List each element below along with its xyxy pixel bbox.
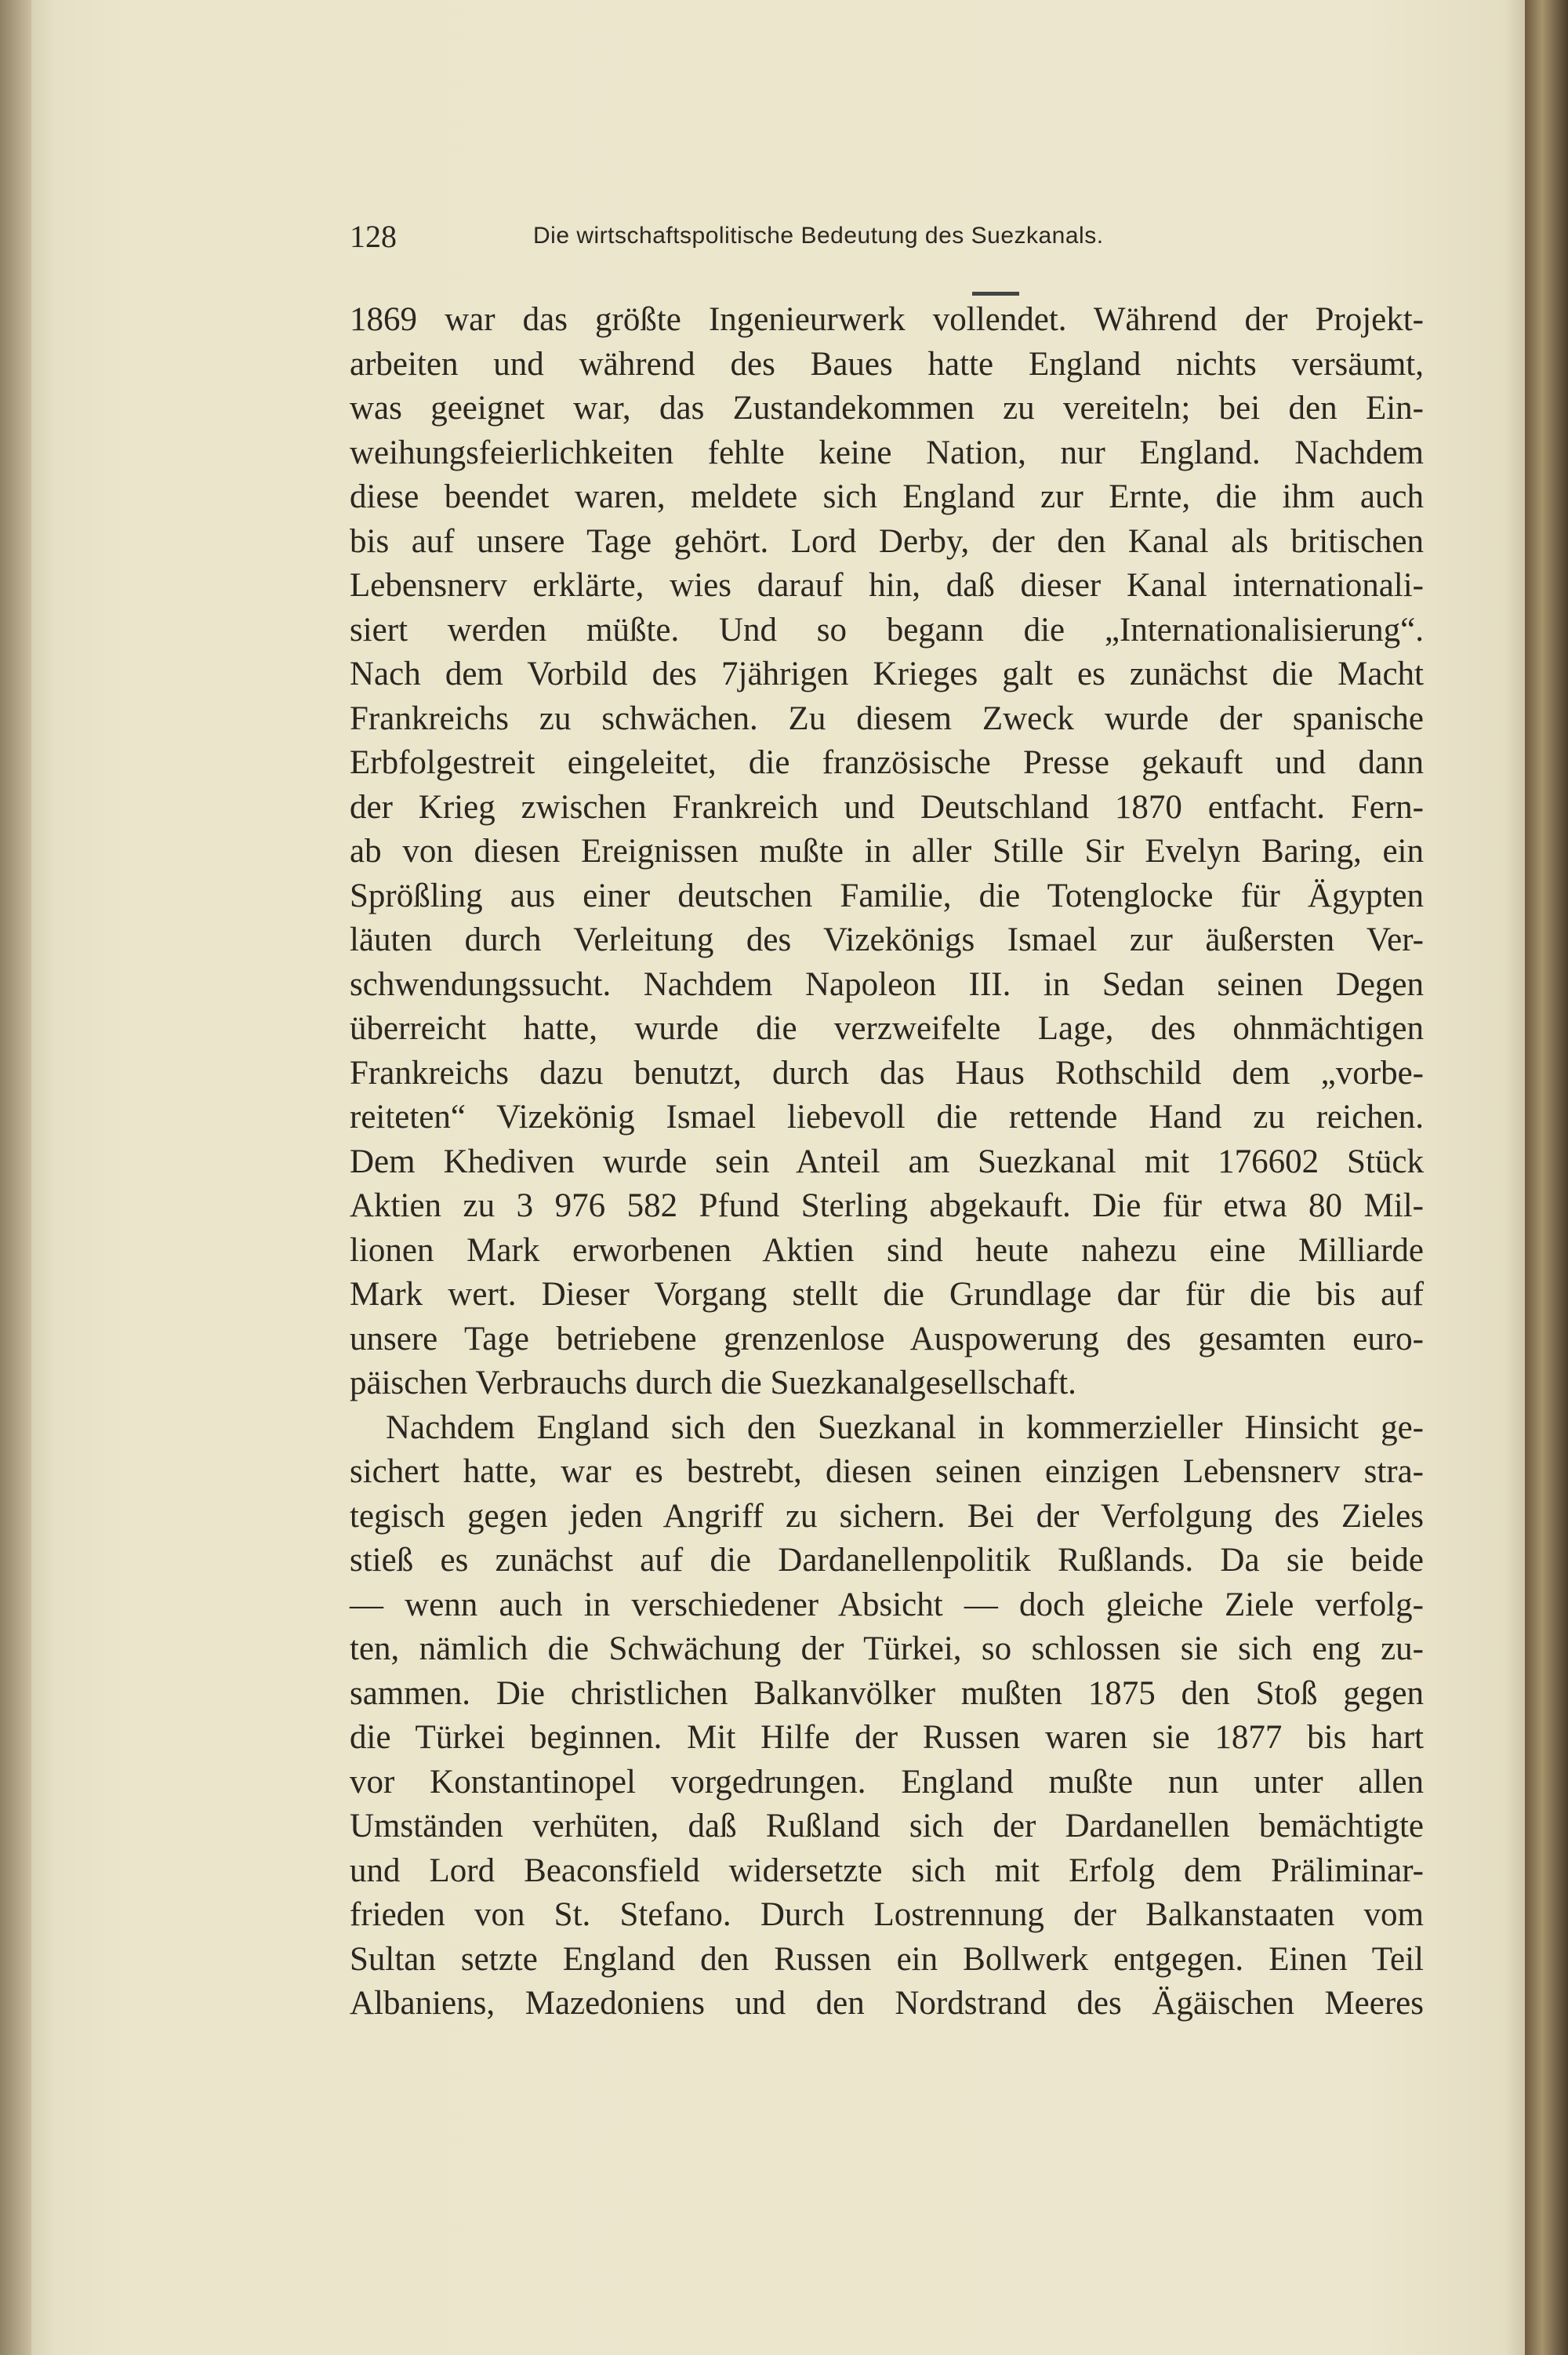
text-line: diese beendet waren, meldete sich England zur Ernte, die ihm auch [350, 478, 1424, 515]
text-line: reiteten“ Vizekönig Ismael liebevoll die rettende Hand zu reichen. [350, 1099, 1424, 1136]
text-line: Nachdem England sich den Suezkanal in kommerzieller Hinsicht ge- [386, 1408, 1424, 1446]
text-line: Frankreichs zu schwächen. Zu diesem Zweck wurde der spanische [350, 700, 1424, 737]
text-line: Lebensnerv erklärte, wies darauf hin, daß dieser Kanal internationali- [350, 567, 1424, 604]
text-line: Sprößling aus einer deutschen Familie, die Totenglocke für Ägypten [350, 877, 1424, 914]
text-line: was geeignet war, das Zustandekommen zu vereiteln; bei den Ein- [350, 390, 1424, 427]
text-line: frieden von St. Stefano. Durch Lostrennung der Balkanstaaten vom [350, 1896, 1424, 1933]
text-line: sichert hatte, war es bestrebt, diesen seinen einzigen Lebensnerv stra- [350, 1453, 1424, 1490]
paragraph [350, 298, 1424, 1406]
text-line: lionen Mark erworbenen Aktien sind heute nahezu eine Milliarde [350, 1231, 1424, 1269]
text-line: Erbfolgestreit eingeleitet, die französische Presse gekauft und dann [350, 744, 1424, 781]
text-line: schwendungssucht. Nachdem Napoleon III. in Sedan seinen Degen [350, 965, 1424, 1003]
text-line: Frankreichs dazu benutzt, durch das Haus Rothschild dem „vorbe- [350, 1054, 1424, 1092]
text-line: der Krieg zwischen Frankreich und Deutschland 1870 entfacht. Fern- [350, 788, 1424, 826]
text-line: Nach dem Vorbild des 7jährigen Krieges galt es zunächst die Macht [350, 656, 1424, 692]
book-gutter-edge [0, 0, 31, 2355]
text-line: und Lord Beaconsfield widersetzte sich mit Erfolg dem Präliminar- [350, 1852, 1424, 1889]
text-line: ab von diesen Ereignissen mußte in aller Stille Sir Evelyn Baring, ein [350, 833, 1424, 870]
adjacent-page-edge [1525, 0, 1568, 2355]
page-number: 128 [350, 219, 397, 254]
text-line: unsere Tage betriebene grenzenlose Auspowerung des gesamten euro- [350, 1320, 1424, 1357]
text-line: bis auf unsere Tage gehört. Lord Derby, der den Kanal als britischen [350, 522, 1424, 560]
text-line: Mark wert. Dieser Vorgang stellt die Grundlage dar für die bis auf [350, 1276, 1424, 1313]
text-line: arbeiten und während des Baues hatte England nichts versäumt, [350, 345, 1424, 383]
ink-mark [972, 292, 1019, 296]
text-line: 1869 war das größte Ingenieurwerk vollendet. Während der Projekt- [350, 301, 1424, 338]
paragraph [350, 1406, 1424, 2026]
text-line: ten, nämlich die Schwächung der Türkei, so schlossen sie sich eng zu- [350, 1630, 1424, 1667]
text-line: stieß es zunächst auf die Dardanellenpolitik Rußlands. Da sie beide [350, 1542, 1424, 1579]
text-line: päischen Verbrauchs durch die Suezkanalgesellschaft. [350, 1365, 1076, 1401]
text-line: tegisch gegen jeden Angriff zu sichern. Bei der Verfolgung des Zieles [350, 1497, 1424, 1535]
text-line: läuten durch Verleitung des Vizekönigs Ismael zur äußersten Ver- [350, 921, 1424, 958]
text-line: weihungsfeierlichkeiten fehlte keine Nation, nur England. Nachdem [350, 434, 1424, 471]
page-header [350, 218, 1424, 257]
text-line: — wenn auch in verschiedener Absicht — doch gleiche Ziele verfolg- [350, 1586, 1424, 1623]
text-line: Umständen verhüten, daß Rußland sich der Dardanellen bemächtigte [350, 1808, 1424, 1844]
text-line: siert werden müßte. Und so begann die „Internationalisierung“. [350, 611, 1424, 649]
text-line: die Türkei beginnen. Mit Hilfe der Russen waren sie 1877 bis hart [350, 1719, 1424, 1756]
text-line: vor Konstantinopel vorgedrungen. England mußte nun unter allen [350, 1763, 1424, 1801]
text-line: überreicht hatte, wurde die verzweifelte Lage, des ohnmächtigen [350, 1010, 1424, 1047]
text-line: Aktien zu 3 976 582 Pfund Sterling abgekauft. Die für etwa 80 Mil- [350, 1187, 1424, 1224]
text-line: sammen. Die christlichen Balkanvölker mußten 1875 den Stoß gegen [350, 1674, 1424, 1712]
text-line: Dem Khediven wurde sein Anteil am Suezkanal mit 176602 Stück [350, 1143, 1424, 1180]
text-line: Albaniens, Mazedoniens und den Nordstrand des Ägäischen Meeres [350, 1985, 1424, 2022]
running-title: Die wirtschaftspolitische Bedeutung des Suezkanals. [533, 223, 1104, 249]
text-line: Sultan setzte England den Russen ein Bollwerk entgegen. Einen Teil [350, 1940, 1424, 1978]
body-text [350, 298, 1424, 2026]
